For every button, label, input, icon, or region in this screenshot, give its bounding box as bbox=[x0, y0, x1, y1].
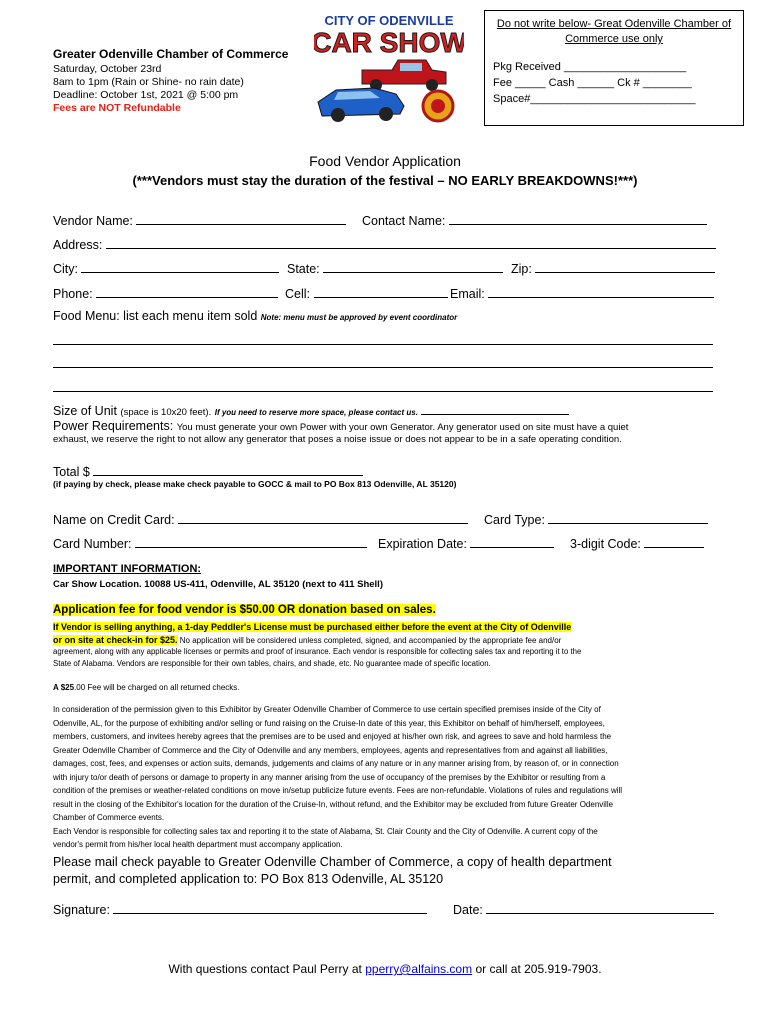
code-label: 3-digit Code: bbox=[570, 537, 641, 551]
peddler-license-line-2: or on site at check-in for $25. bbox=[53, 635, 178, 645]
contact-name-label: Contact Name: bbox=[362, 214, 446, 228]
tax-line-2: vendor's permit from his/her local health department must accompany application. bbox=[53, 840, 343, 849]
legal-line: condition of the premises or weather-related conditions on move in/setup publicize future events. Fees are non-refundable. Violations of rules and regulations will bbox=[53, 786, 623, 795]
signature-field[interactable] bbox=[113, 901, 427, 914]
event-time: 8am to 1pm (Rain or Shine- no rain date) bbox=[53, 76, 244, 88]
legal-line: damages, cost, fees, and expenses or action suits, demands, judgements and claims of any nature or in any manner arising from, by reason of, or in connection bbox=[53, 759, 619, 768]
power-text-1: You must generate your own Power with your own Generator. Any generator used on site must have a quiet bbox=[176, 422, 629, 433]
cell-label: Cell: bbox=[285, 287, 311, 301]
code-field[interactable] bbox=[644, 535, 704, 548]
food-menu-note: Note: menu must be approved by event coordinator bbox=[260, 313, 458, 322]
address-label: Address: bbox=[53, 238, 103, 252]
legal-line: In consideration of the permission given to this Exhibitor by Greater Odenville Chamber of Commerce to use certain specified premises inside of the City of bbox=[53, 705, 601, 714]
contact-line bbox=[0, 962, 770, 976]
signature-label: Signature: bbox=[53, 903, 110, 917]
org-name: Greater Odenville Chamber of Commerce bbox=[53, 47, 289, 61]
food-menu-line-3[interactable] bbox=[53, 391, 713, 392]
card-name-field[interactable] bbox=[178, 511, 468, 524]
city-label: City: bbox=[53, 262, 78, 276]
food-menu-line-2[interactable] bbox=[53, 367, 713, 368]
deadline: Deadline: October 1st, 2021 @ 5:00 pm bbox=[53, 89, 239, 101]
legal-paragraph bbox=[53, 703, 717, 852]
logo-line2: CAR SHOW bbox=[314, 27, 464, 58]
state-field[interactable] bbox=[323, 260, 503, 273]
unit-size-label: Size of Unit bbox=[53, 404, 117, 418]
contact-prefix: With questions contact Paul Perry at bbox=[168, 962, 366, 976]
cell-field[interactable] bbox=[314, 285, 448, 298]
contact-suffix: or call at 205.919-7903. bbox=[472, 962, 602, 976]
total-label: Total $ bbox=[53, 465, 90, 479]
car-show-logo bbox=[314, 12, 464, 124]
power-label: Power Requirements: bbox=[53, 419, 174, 433]
legal-line: Odenville, AL, for the purpose of exhibiting and/or selling or fund raising on the Cruise-In date of this year, this Exhibitor on behalf of him/herself, employees, bbox=[53, 718, 605, 728]
legal-line: Chamber of Commerce events. bbox=[53, 813, 165, 822]
phone-field[interactable] bbox=[96, 285, 278, 298]
date-field[interactable] bbox=[486, 901, 714, 914]
logo-line1: CITY OF ODENVILLE bbox=[324, 13, 454, 28]
mail-line-1: Please mail check payable to Greater Odenville Chamber of Commerce, a copy of health department bbox=[53, 855, 612, 869]
food-menu-line-1[interactable] bbox=[53, 344, 713, 345]
card-number-label: Card Number: bbox=[53, 537, 132, 551]
returned-check-rest: .00 Fee will be charged on all returned checks. bbox=[74, 683, 240, 692]
card-type-field[interactable] bbox=[548, 511, 708, 524]
date-label: Date: bbox=[453, 903, 483, 917]
expiration-field[interactable] bbox=[470, 535, 554, 548]
important-info-heading: IMPORTANT INFORMATION: bbox=[53, 563, 202, 575]
peddler-license-line-1: If Vendor is selling anything, a 1-day Peddler's License must be purchased either before the event at the City of Odenville bbox=[53, 622, 572, 632]
license-rest-1: No application will be considered unless completed, signed, and accompanied by the appropriate fee and/or bbox=[177, 636, 562, 645]
license-rest-2: agreement, along with any applicable licenses or permits and proof of insurance. Each vendor is responsible for collecting sales tax and reporting it to the bbox=[53, 647, 582, 656]
zip-field[interactable] bbox=[535, 260, 715, 273]
power-text-2: exhaust, we reserve the right to not allow any generator that poses a noise issue or does not appear to be in a safe operating condition. bbox=[53, 434, 622, 445]
event-date: Saturday, October 23rd bbox=[53, 63, 162, 75]
returned-check-bold: A $25 bbox=[53, 683, 75, 692]
expiration-label: Expiration Date: bbox=[378, 537, 467, 551]
email-field[interactable] bbox=[488, 285, 714, 298]
tax-rest: A current copy of the bbox=[522, 826, 598, 836]
show-location: Car Show Location. 10088 US-411, Odenville, AL 35120 (next to 411 Shell) bbox=[53, 579, 383, 590]
vendor-name-label: Vendor Name: bbox=[53, 214, 133, 228]
legal-line: with injury to/or death of persons or damage to property in any manner arising from the use of occupancy of the premises by the Exhibitor or resulting from a bbox=[53, 772, 606, 782]
zip-label: Zip: bbox=[511, 262, 532, 276]
legal-line: result in the closing of the Exhibitor's location for the duration of the Cruise-In, without refund, and the Exhibitor may be excluded from future Greater Odenville bbox=[53, 799, 614, 809]
office-use-title: Do not write below- Great Odenville Chamber of Commerce use only bbox=[496, 18, 732, 45]
unit-size-note: If you need to reserve more space, please contact us. bbox=[214, 408, 418, 417]
pkg-received: Pkg Received ____________________ bbox=[493, 61, 687, 73]
contact-name-field[interactable] bbox=[449, 212, 707, 225]
legal-line: members, customers, and invitees hereby agrees that the premises are to be used and enjoyed at his/her own risk, and agrees to save and hold harmless the bbox=[53, 732, 612, 741]
phone-label: Phone: bbox=[53, 287, 93, 301]
total-field[interactable] bbox=[93, 463, 363, 476]
office-space: Space#___________________________ bbox=[493, 93, 696, 105]
check-note: (if paying by check, please make check payable to GOCC & mail to PO Box 813 Odenville, AL 35120) bbox=[53, 479, 457, 489]
state-label: State: bbox=[287, 262, 320, 276]
food-menu-label: Food Menu: list each menu item sold bbox=[53, 309, 258, 323]
address-field[interactable] bbox=[106, 236, 716, 249]
city-field[interactable] bbox=[81, 260, 279, 273]
app-fee-line: Application fee for food vendor is $50.00 OR donation based on sales. bbox=[53, 604, 436, 616]
vendor-name-field[interactable] bbox=[136, 212, 346, 225]
office-fee: Fee _____ Cash ______ Ck # ________ bbox=[493, 77, 692, 89]
unit-size-field[interactable] bbox=[421, 405, 569, 415]
license-rest-3: State of Alabama. Vendors are responsible for their own tables, chairs, and shade, etc. No guarantee made of specific location. bbox=[53, 659, 491, 668]
tax-bold: Each Vendor is responsible for collecting sales tax and reporting it to the state of Alabama, St. Clair County and the City of Odenville. bbox=[53, 826, 523, 836]
page-title: Food Vendor Application bbox=[309, 153, 461, 169]
office-use-box bbox=[484, 10, 744, 126]
card-type-label: Card Type: bbox=[484, 513, 545, 527]
legal-line: Greater Odenville Chamber of Commerce and the City of Odenville and any members, employees, agents and representatives from and against all liabilities, bbox=[53, 745, 608, 755]
fees-note: Fees are NOT Refundable bbox=[53, 102, 181, 114]
email-label: Email: bbox=[450, 287, 485, 301]
card-number-field[interactable] bbox=[135, 535, 367, 548]
unit-size-detail: (space is 10x20 feet). bbox=[120, 407, 212, 418]
mail-line-2: permit, and completed application to: PO Box 813 Odenville, AL 35120 bbox=[53, 872, 444, 886]
contact-email-link[interactable]: pperry@alfains.com bbox=[365, 962, 473, 976]
page-subtitle: (***Vendors must stay the duration of the festival – NO EARLY BREAKDOWNS!***) bbox=[132, 173, 638, 188]
card-name-label: Name on Credit Card: bbox=[53, 513, 175, 527]
